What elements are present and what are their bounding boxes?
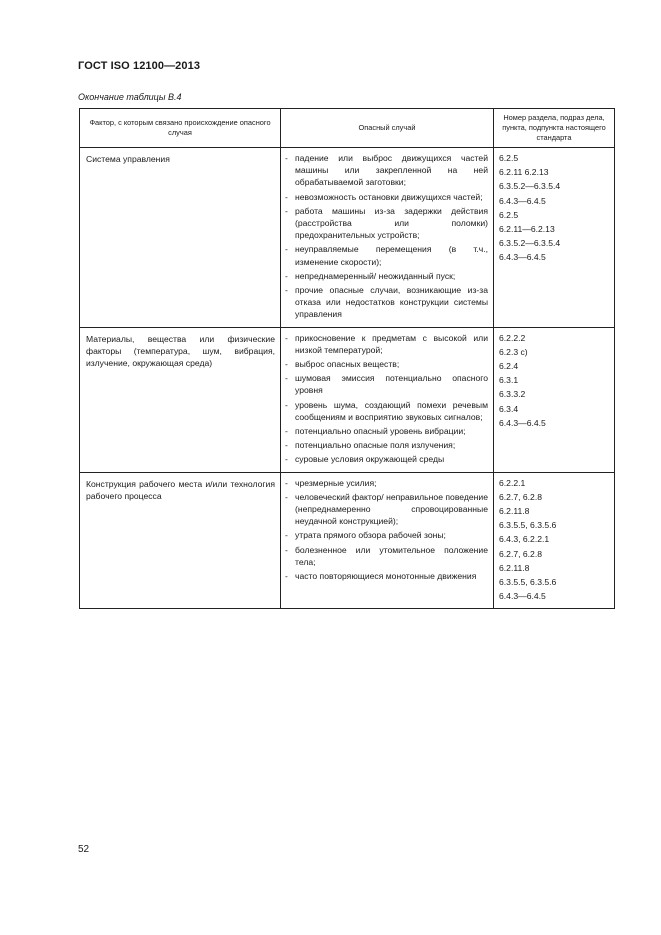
section-ref: 6.3.3.2 <box>499 389 526 400</box>
section-ref: 6.2.4 <box>499 361 519 372</box>
section-ref: 6.3.5.2—6.3.5.4 <box>499 238 561 249</box>
section-ref: 6.3.5.5, 6.3.5.6 <box>499 576 557 587</box>
column-header-hazard: Опасный случай <box>281 109 494 148</box>
factor-cell: Материалы, вещества или физические факторы (температура, шум, вибрация, излучение, окружающая среда) <box>80 327 281 472</box>
factor-cell: Система управления <box>80 148 281 328</box>
hazard-list <box>285 332 488 466</box>
hazard-item: - непреднамеренный/ неожиданный пуск; <box>285 270 456 281</box>
column-header-section: Номер раздела, подраз дела, пункта, подпункта настоящего стандарта <box>494 109 615 148</box>
column-header-factor: Фактор, с которым связано происхождение опасного случая <box>80 109 281 148</box>
section-ref: 6.3.5.5, 6.3.5.6 <box>499 520 557 531</box>
hazard-item: - работа машины из-за задержки действия (расстройства или поломки) предохранительных устройств; <box>285 205 488 241</box>
hazard-item: - суровые условия окружающей среды <box>285 454 445 465</box>
sections-cell <box>494 472 615 609</box>
section-ref: 6.3.4 <box>499 403 519 414</box>
section-list <box>499 152 610 266</box>
hazard-item: - выброс опасных веществ; <box>285 359 400 370</box>
hazard-item: - невозможность остановки движущихся частей; <box>285 191 483 202</box>
hazard-item: - человеческий фактор/ неправильное поведение (непреднамеренно спровоцированные неудачной конструкцией); <box>285 491 488 527</box>
table-row <box>80 148 615 328</box>
table-caption: Окончание таблицы В.4 <box>78 92 182 102</box>
section-ref: 6.2.7, 6.2.8 <box>499 491 543 502</box>
hazard-item: - прочие опасные случаи, возникающие из-за отказа или недостатков конструкции системы управления <box>285 285 488 320</box>
factor-cell: Конструкция рабочего места и/или технология рабочего процесса <box>80 472 281 609</box>
hazard-item: - неуправляемые перемещения (в т.ч., изменение скорости); <box>285 244 488 267</box>
section-ref: 6.2.5 <box>499 153 519 163</box>
section-ref: 6.2.3 c) <box>499 346 528 357</box>
hazard-item: - падение или выброс движущихся частей машины или закрепленной на ней обрабатываемой заготовки; <box>285 153 488 188</box>
hazard-item: - потенциально опасные поля излучения; <box>285 440 456 451</box>
hazard-item: - болезненное или утомительное положение тела; <box>285 544 488 567</box>
section-ref: 6.3.1 <box>499 375 519 386</box>
sections-cell <box>494 327 615 472</box>
table-row <box>80 327 615 472</box>
section-ref: 6.2.5 <box>499 209 519 220</box>
hazard-item: - прикосновение к предметам с высокой или низкой температурой; <box>285 332 488 355</box>
section-ref: 6.2.11.8 <box>499 562 530 573</box>
section-ref: 6.2.2.1 <box>499 477 526 488</box>
hazard-item: - шумовая эмиссия потенциально опасного уровня <box>285 373 488 396</box>
sections-cell <box>494 148 615 328</box>
hazard-table <box>79 108 615 609</box>
hazard-list <box>285 477 488 583</box>
page-number: 52 <box>78 844 90 855</box>
hazard-item: - чрезмерные усилия; <box>285 477 377 488</box>
hazard-item: - уровень шума, создающий помехи речевым сообщениям и восприятию звуковых сигналов; <box>285 399 488 422</box>
table-header-row <box>80 109 615 148</box>
hazards-cell <box>281 327 494 472</box>
section-list <box>499 332 610 431</box>
hazards-cell <box>281 472 494 609</box>
section-ref: 6.2.11.8 <box>499 506 530 517</box>
section-list <box>499 477 610 605</box>
section-ref: 6.4.3—6.4.5 <box>499 417 546 428</box>
table-row <box>80 472 615 609</box>
section-ref: 6.4.3—6.4.5 <box>499 252 546 263</box>
hazard-item: - потенциально опасный уровень вибрации; <box>285 426 466 437</box>
section-ref: 6.4.3, 6.2.2.1 <box>499 534 550 545</box>
section-ref: 6.4.3—6.4.5 <box>499 195 546 206</box>
section-ref: 6.3.5.2—6.3.5.4 <box>499 181 561 192</box>
hazards-cell <box>281 148 494 328</box>
section-ref: 6.2.11—6.2.13 <box>499 223 555 234</box>
section-ref: 6.2.7, 6.2.8 <box>499 548 543 559</box>
hazard-item: - утрата прямого обзора рабочей зоны; <box>285 530 446 541</box>
section-ref: 6.2.2.2 <box>499 332 526 343</box>
section-ref: 6.4.3—6.4.5 <box>499 591 546 602</box>
hazard-list <box>285 152 488 321</box>
standard-title: ГОСТ ISO 12100—2013 <box>78 60 201 72</box>
section-ref: 6.2.11 6.2.13 <box>499 167 549 178</box>
hazard-item: - часто повторяющиеся монотонные движения <box>285 571 477 582</box>
